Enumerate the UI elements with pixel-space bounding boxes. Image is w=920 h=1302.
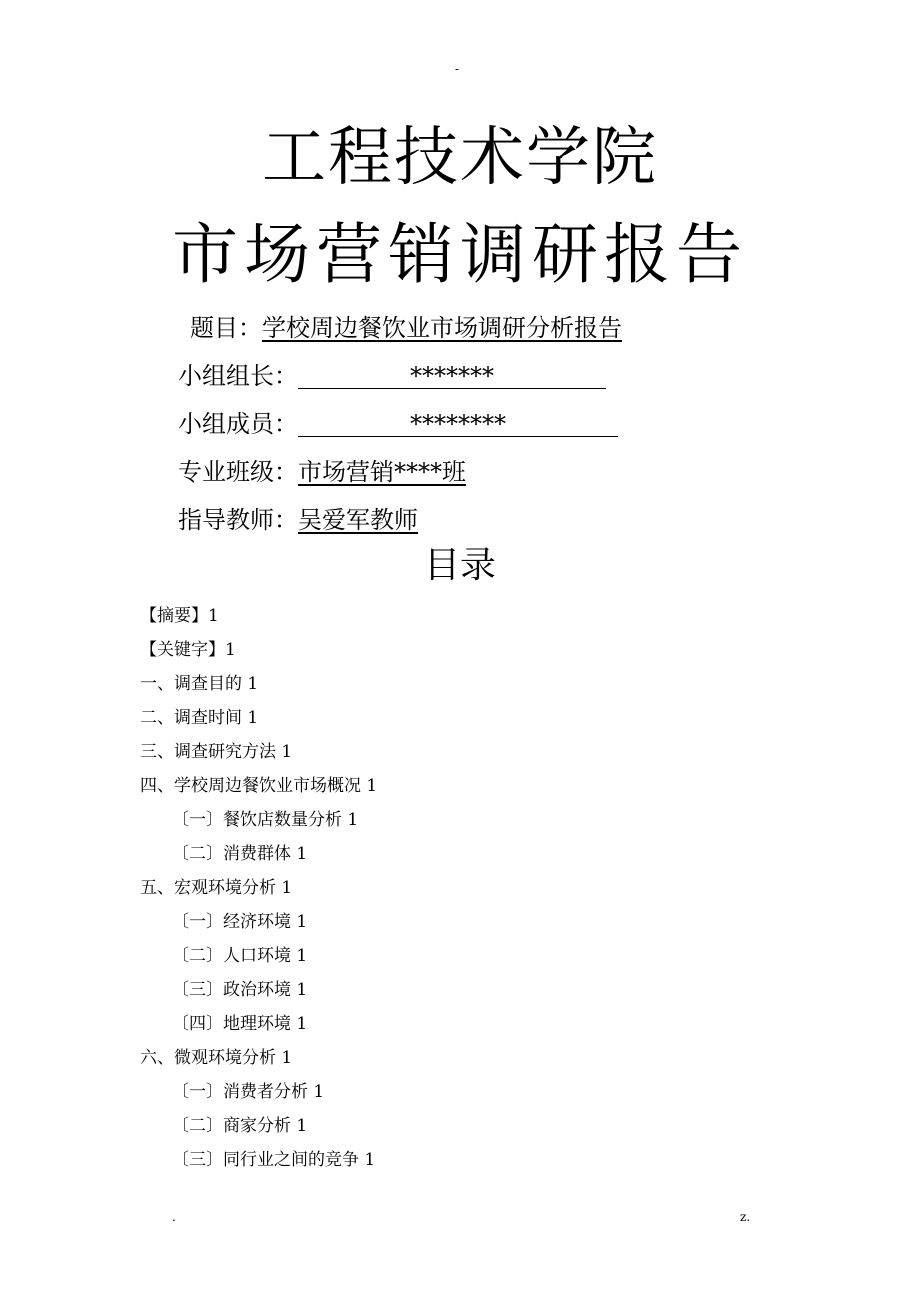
header-mark: - <box>455 62 460 76</box>
leader-line <box>178 360 606 392</box>
toc-item: 〔一〕餐饮店数量分析 1 <box>172 810 359 830</box>
toc-item: 三、调查研究方法 1 <box>140 742 293 762</box>
teacher-value: 吴爱军教师 <box>298 506 418 534</box>
leader-value: ******* <box>298 360 606 389</box>
toc-item: 〔二〕商家分析 1 <box>172 1116 308 1136</box>
class-label: 专业班级： <box>178 458 298 486</box>
teacher-line <box>178 504 418 536</box>
toc-item: 〔一〕消费者分析 1 <box>172 1082 325 1102</box>
members-value: ******** <box>298 408 618 437</box>
members-line <box>178 408 618 440</box>
toc-item: 二、调查时间 1 <box>140 708 259 728</box>
toc-item: 【摘要】1 <box>140 606 219 626</box>
toc-item: 【关键字】1 <box>140 640 236 660</box>
toc-item: 〔一〕经济环境 1 <box>172 912 308 932</box>
school-title: 工程技术学院 <box>262 121 658 195</box>
toc-item: 五、宏观环境分析 1 <box>140 878 293 898</box>
leader-label: 小组组长： <box>178 362 298 390</box>
toc-item: 〔二〕消费群体 1 <box>172 844 308 864</box>
toc-item: 〔四〕地理环境 1 <box>172 1014 308 1034</box>
report-title: 市场营销调研报告 <box>172 216 748 293</box>
class-value: 市场营销****班 <box>298 458 466 486</box>
toc-item: 一、调查目的 1 <box>140 674 259 694</box>
toc-item: 〔三〕同行业之间的竞争 1 <box>172 1150 376 1170</box>
topic-label: 题目： <box>190 314 262 342</box>
footer-right: z. <box>740 1210 751 1224</box>
members-label: 小组成员： <box>178 410 298 438</box>
topic-line <box>190 312 622 344</box>
teacher-label: 指导教师： <box>178 506 298 534</box>
toc-item: 四、学校周边餐饮业市场概况 1 <box>140 776 378 796</box>
toc-item: 〔三〕政治环境 1 <box>172 980 308 1000</box>
class-line <box>178 456 466 488</box>
topic-value: 学校周边餐饮业市场调研分析报告 <box>262 314 622 342</box>
toc-item: 六、微观环境分析 1 <box>140 1048 293 1068</box>
toc-title: 目录 <box>423 545 496 586</box>
toc-item: 〔二〕人口环境 1 <box>172 946 308 966</box>
footer-left: . <box>172 1210 176 1224</box>
